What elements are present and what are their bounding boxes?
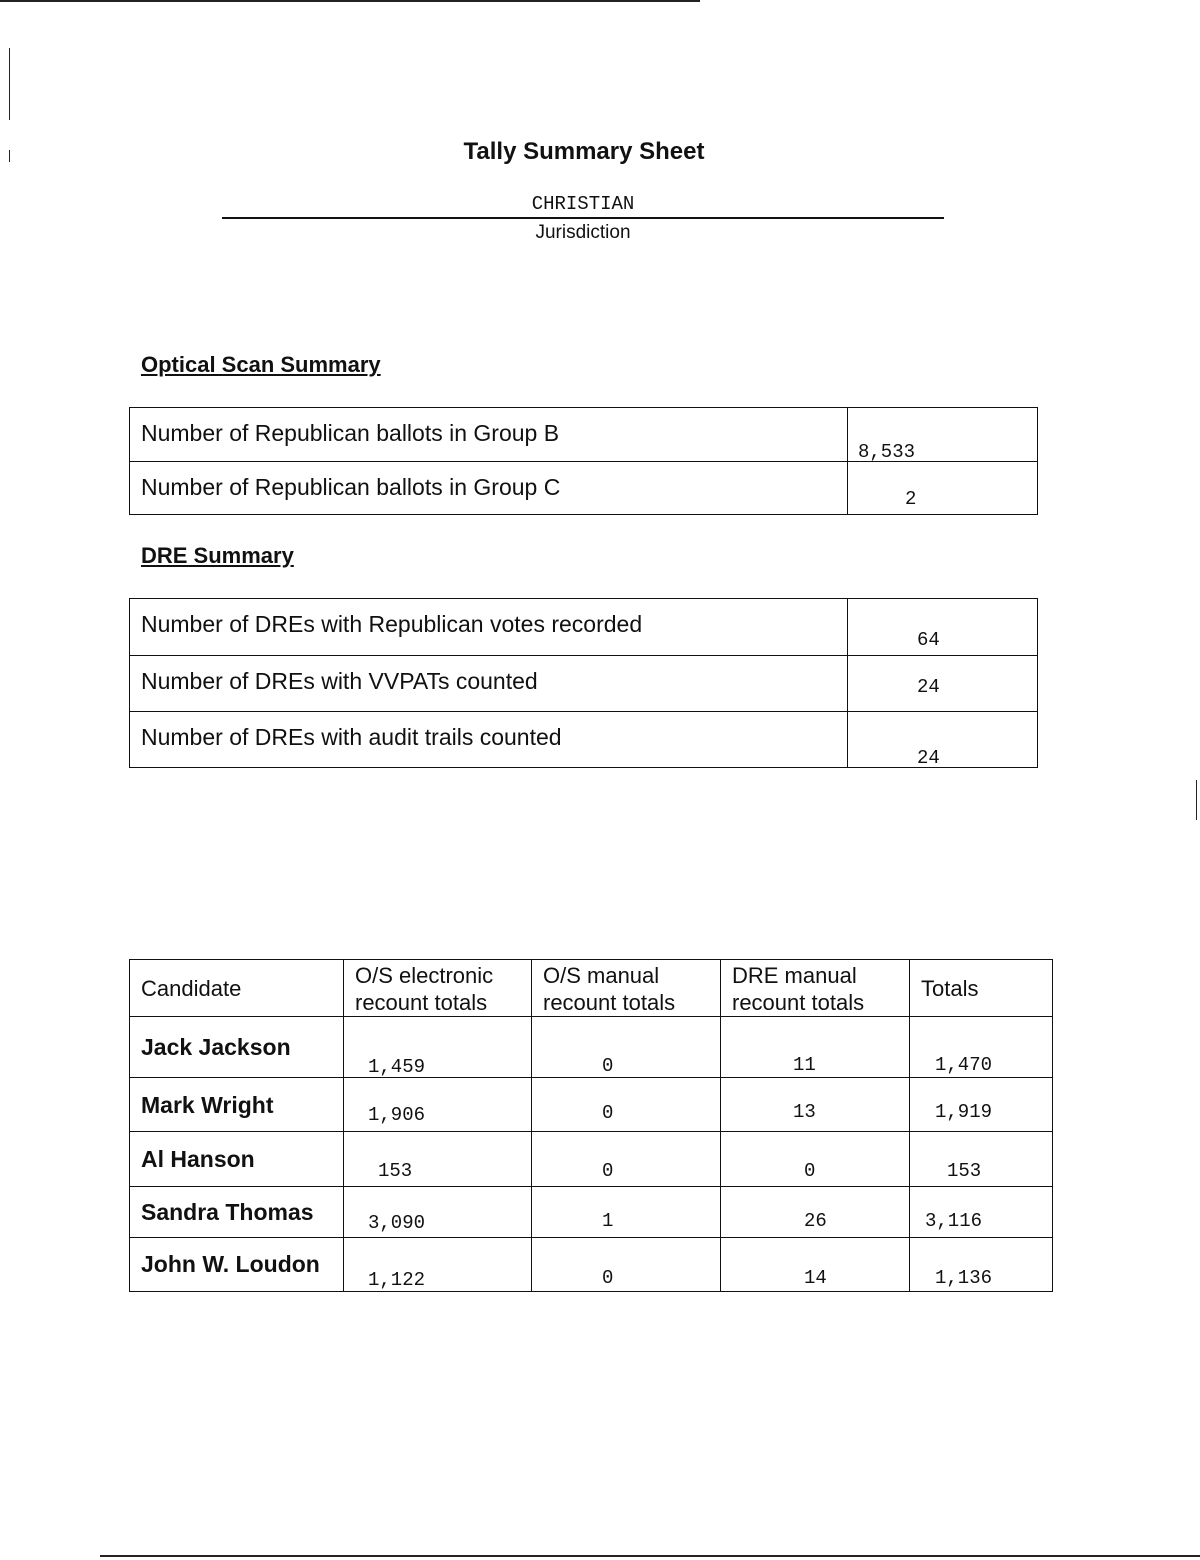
- page-title: Tally Summary Sheet: [463, 138, 705, 165]
- candidate-name: Jack Jackson: [141, 1034, 291, 1060]
- jurisdiction-label: Jurisdiction: [535, 222, 631, 243]
- dre-manual-value: 11: [793, 1054, 816, 1076]
- header-os-manual: O/S manual recount totals: [543, 963, 676, 1015]
- row-value: 24: [917, 747, 940, 769]
- header-os-electronic: O/S electronic recount totals: [355, 963, 494, 1015]
- row-value: 64: [917, 629, 940, 651]
- dre-manual-value: 26: [804, 1210, 827, 1232]
- table-row: [130, 1238, 1053, 1292]
- row-label: Number of DREs with VVPATs counted: [130, 656, 848, 712]
- os-manual-value: 0: [602, 1160, 614, 1182]
- os-manual-value: 0: [602, 1267, 614, 1289]
- optical-scan-heading: Optical Scan Summary: [141, 352, 381, 377]
- candidate-table: [129, 959, 1053, 1292]
- total-value: 1,919: [935, 1101, 993, 1123]
- total-value: 3,116: [925, 1210, 983, 1232]
- jurisdiction-rule: [222, 217, 944, 219]
- total-value: 1,136: [935, 1267, 993, 1289]
- candidate-name: Mark Wright: [141, 1092, 274, 1118]
- jurisdiction-value: CHRISTIAN: [531, 193, 635, 215]
- dre-manual-value: 0: [804, 1160, 816, 1182]
- row-label: Number of DREs with Republican votes recorded: [130, 599, 848, 656]
- dre-manual-value: 13: [793, 1101, 816, 1123]
- scan-edge-right: [1196, 780, 1197, 820]
- os-electronic-value: 1,906: [368, 1104, 426, 1126]
- os-manual-value: 1: [602, 1210, 614, 1232]
- dre-manual-value: 14: [804, 1267, 827, 1289]
- table-row: [130, 408, 1038, 462]
- os-manual-value: 0: [602, 1102, 614, 1124]
- row-value: 24: [917, 676, 940, 698]
- row-value: 8,533: [858, 441, 916, 463]
- table-row: [130, 656, 1038, 712]
- os-electronic-value: 1,459: [368, 1056, 426, 1078]
- dre-heading: DRE Summary: [141, 543, 294, 568]
- table-row: [130, 462, 1038, 515]
- total-value: 153: [947, 1160, 982, 1182]
- candidate-name: John W. Loudon: [141, 1251, 320, 1277]
- os-electronic-value: 3,090: [368, 1212, 426, 1234]
- scan-edge-bottom: [100, 1555, 1200, 1557]
- header-dre-manual: DRE manual recount totals: [732, 963, 865, 1015]
- row-label: Number of Republican ballots in Group C: [130, 462, 848, 515]
- row-label: Number of DREs with audit trails counted: [130, 712, 848, 768]
- row-value: 2: [905, 488, 917, 510]
- os-electronic-value: 153: [378, 1160, 413, 1182]
- table-row: [130, 599, 1038, 656]
- table-row: [130, 712, 1038, 768]
- table-row: [130, 1017, 1053, 1078]
- os-manual-value: 0: [602, 1055, 614, 1077]
- scan-edge-left-mark: [9, 48, 10, 120]
- table-row: [130, 1187, 1053, 1238]
- candidate-name: Sandra Thomas: [141, 1199, 314, 1225]
- row-label: Number of Republican ballots in Group B: [130, 408, 848, 462]
- header-totals: Totals: [921, 976, 979, 1001]
- scan-edge-top: [0, 0, 700, 2]
- table-header-row: [130, 960, 1053, 1017]
- table-row: [130, 1132, 1053, 1187]
- optical-scan-table: [129, 407, 1038, 515]
- candidate-name: Al Hanson: [141, 1146, 255, 1172]
- total-value: 1,470: [935, 1054, 993, 1076]
- dre-table: [129, 598, 1038, 768]
- header-candidate: Candidate: [141, 976, 242, 1001]
- table-row: [130, 1078, 1053, 1132]
- os-electronic-value: 1,122: [368, 1269, 426, 1291]
